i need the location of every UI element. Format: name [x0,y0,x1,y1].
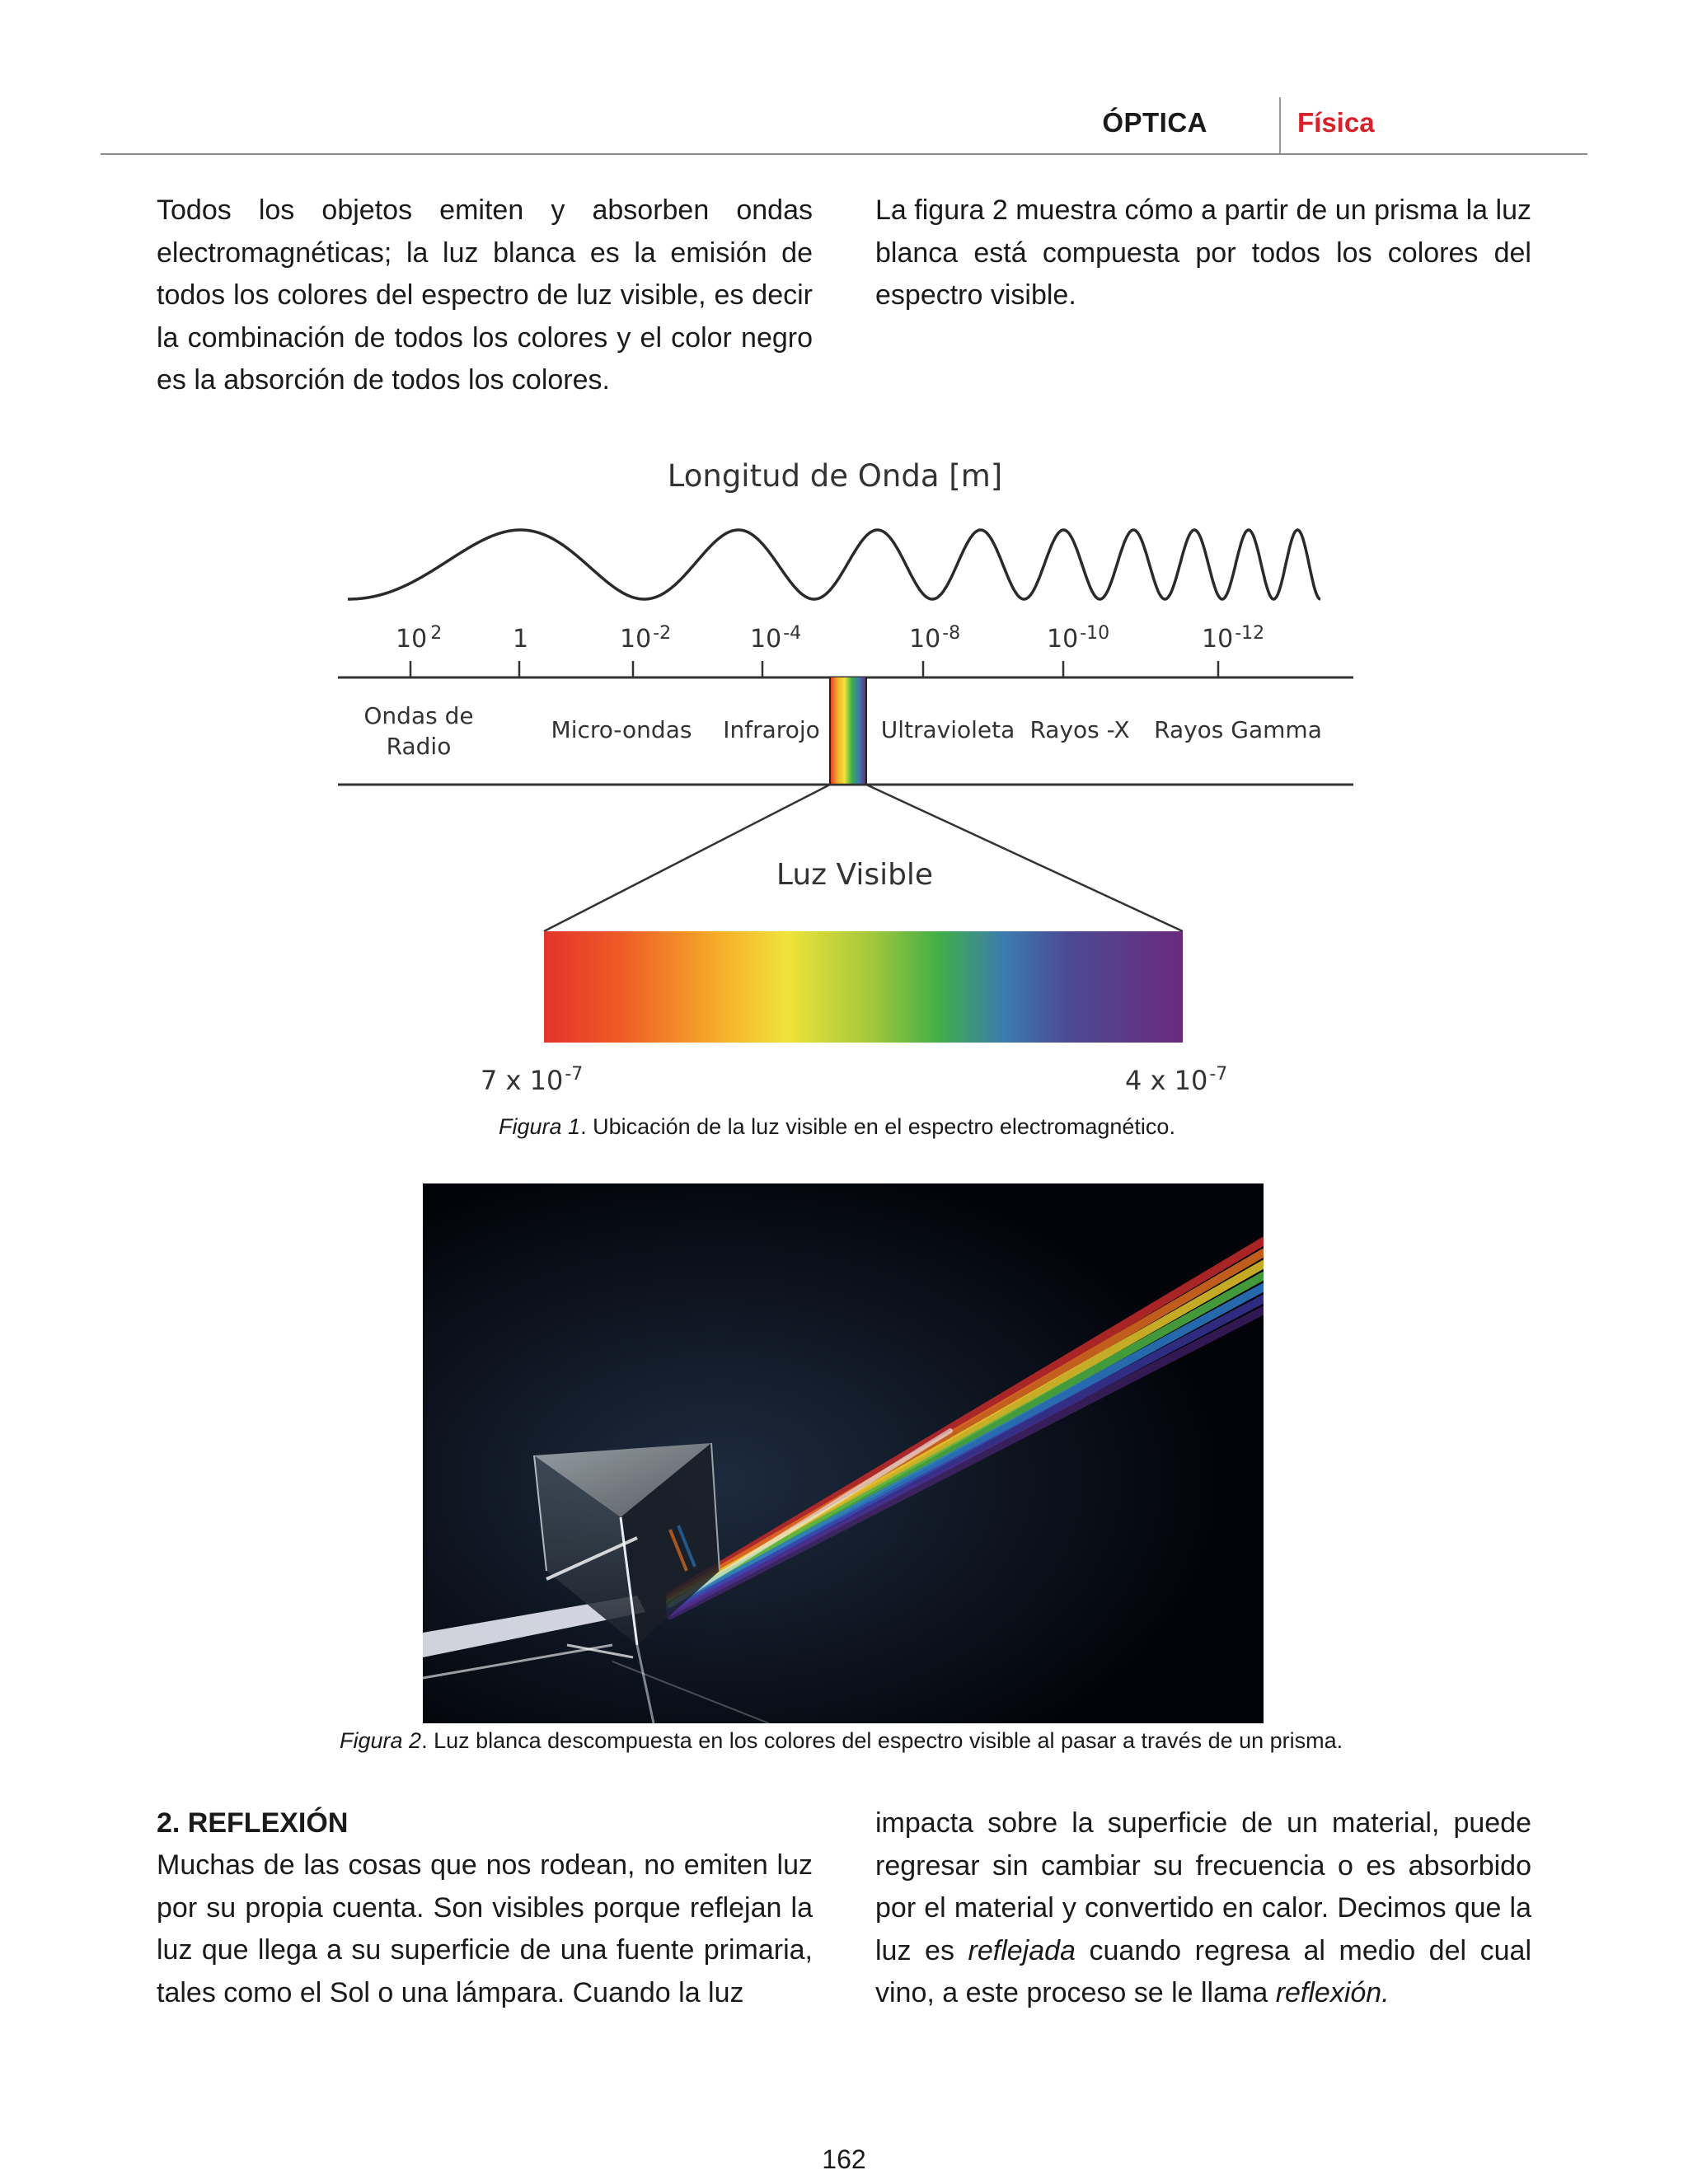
range-label-left: 7 x $10^{-7}$ [481,1064,584,1096]
band-label-ultraviolet: Ultravioleta [880,716,1015,743]
figure-1-title: Longitud de Onda [m] [667,458,1003,494]
header-divider [1279,97,1281,153]
figure-2-caption: Figura 2. Luz blanca descompuesta en los colores del espectro visible al pasar a través de un prisma. [340,1728,1343,1753]
header-section: ÓPTICA [1102,107,1207,138]
visible-spectrum-bar [544,931,1183,1043]
tick-label: 1 [513,625,529,654]
tick-label: $10^{-8}$ [909,623,961,654]
page-header [0,97,1688,157]
tick-label: $10^{-2}$ [620,623,672,654]
band-label-radio: Ondas de [363,702,474,729]
tick-label: $10^{-4}$ [750,623,802,654]
figure-1-spectrum-diagram [330,445,1360,1121]
intro-paragraph-left: Todos los objetos emiten y absorben ondas electromagnéticas; la luz blanca es la emisión de todos los colores del espectro de luz visible, es decir la combinación de todos los colores y el color negro es la absorción de todos los colores. [157,194,813,396]
tick-label: $10^{-12}$ [1202,623,1265,654]
page-number: 162 [822,2144,866,2174]
band-label-infrared: Infrarojo [723,716,820,743]
range-label-right: 4 x $10^{-7}$ [1125,1064,1228,1096]
header-rule [101,153,1587,155]
band-label-microwave: Micro-ondas [551,716,692,743]
band-label-radio: Radio [386,733,452,760]
tick-marks [410,661,1218,677]
band-label-gamma: Rayos Gamma [1154,716,1322,743]
header-subject: Física [1297,107,1375,138]
visible-band-strip [830,677,866,785]
tick-label: 10 $^2$ [396,623,443,654]
figure-1-caption: Figura 1. Ubicación de la luz visible en el espectro electromagnético. [499,1114,1175,1139]
visible-light-label: Luz Visible [776,858,934,892]
intro-paragraph-right: La figura 2 muestra cómo a partir de un prisma la luz blanca está compuesta por todos los colores del espectro visible. [875,194,1531,312]
reflexion-paragraph-left: Muchas de las cosas que nos rodean, no emiten luz por su propia cuenta. Son visibles porque reflejan la luz que llega a su superficie de una fuente primaria, tales como el Sol o una lámpara. Cuando la luz [157,1849,813,2008]
band-label-xray: Rayos -X [1029,716,1130,743]
tick-label: $10^{-10}$ [1047,623,1110,654]
figure-2-prism-photo [423,1183,1264,1723]
wavelength-wave [348,530,1320,599]
section-title-reflexion: 2. REFLEXIÓN [157,1807,349,1839]
reflexion-paragraph-right: impacta sobre la superficie de un material, puede regresar sin cambiar su frecuencia o es absorbido por el material y convertido en calor. Decimos que la luz es reflejada cuando regresa al medio del cual vino, a este proceso se le llama reflexión. [875,1807,1531,2009]
